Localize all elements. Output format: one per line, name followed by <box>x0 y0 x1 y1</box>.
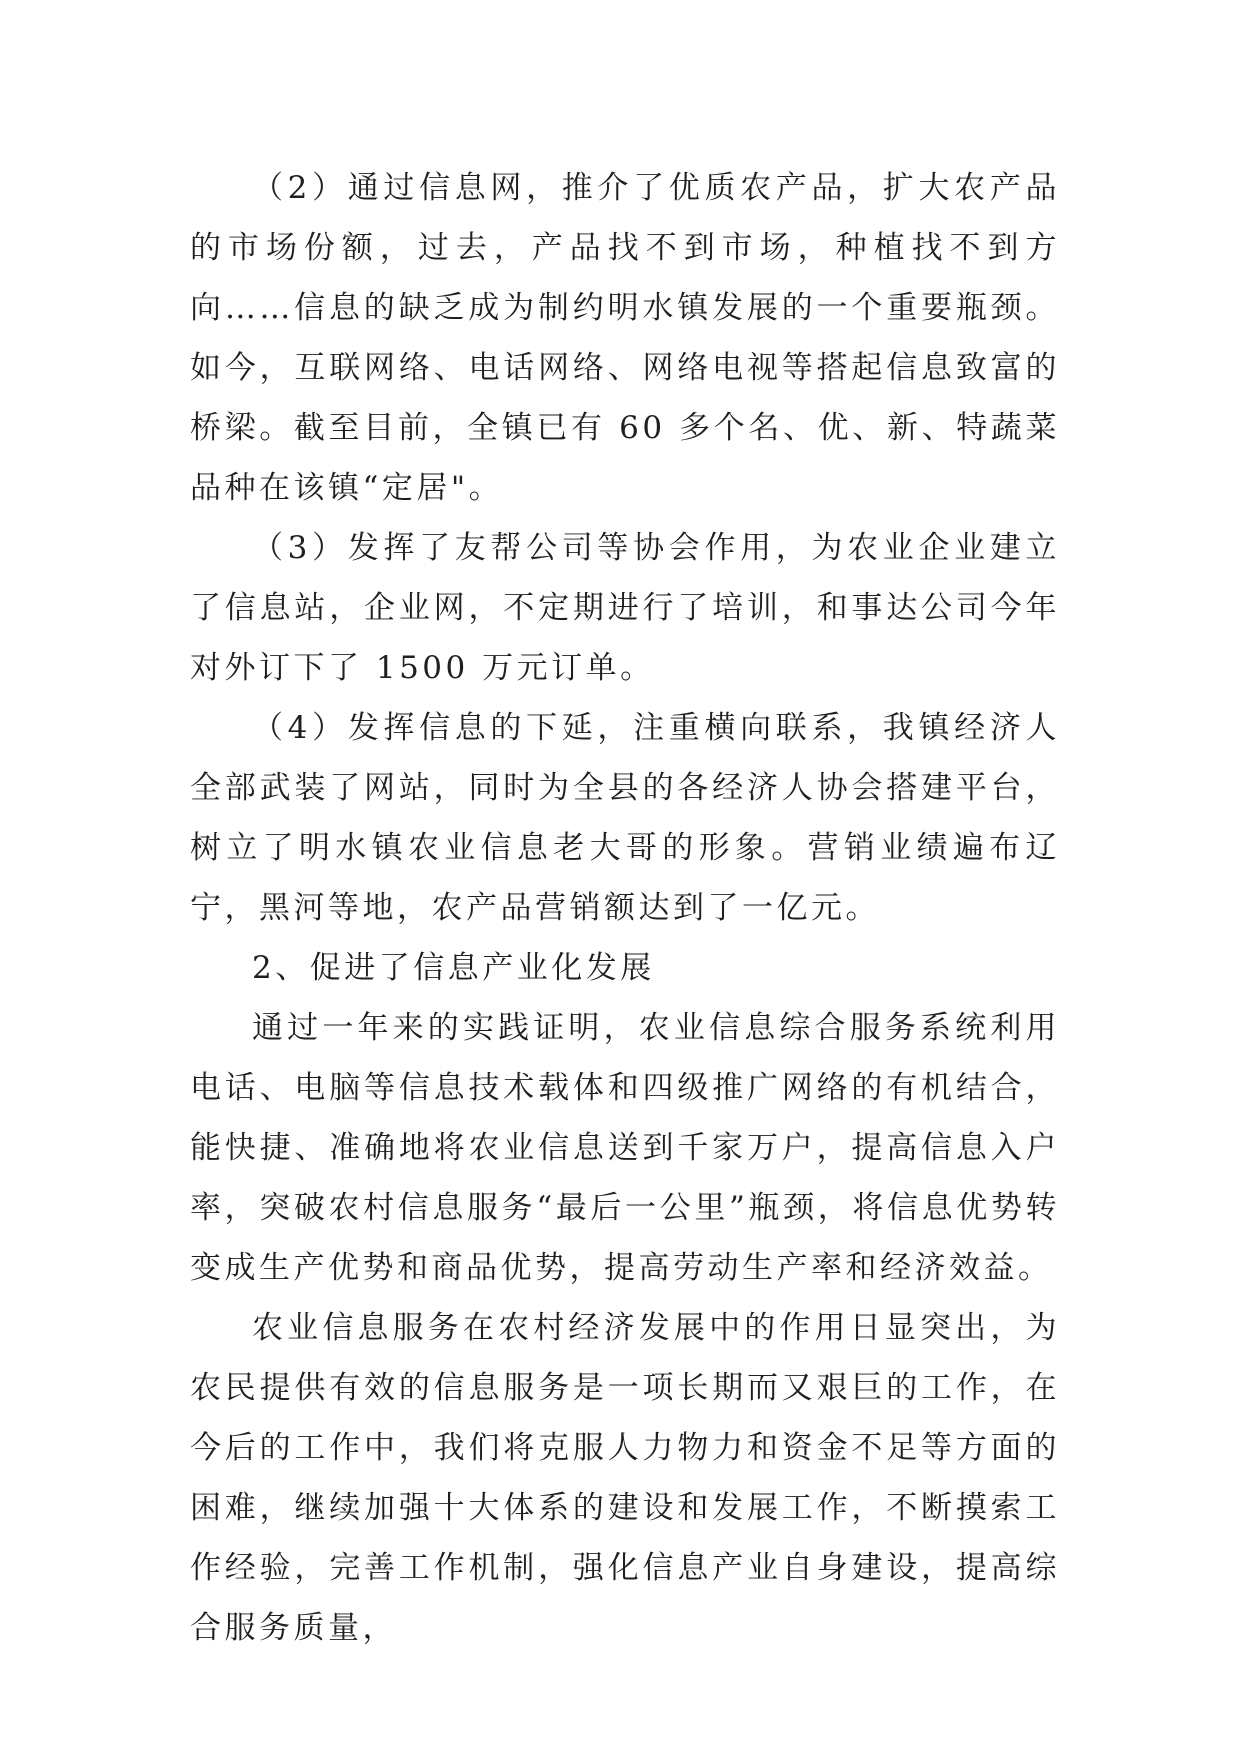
paragraph-item-4: （4）发挥信息的下延，注重横向联系，我镇经济人全部武装了网站，同时为全县的各经济人协会搭建平台，树立了明水镇农业信息老大哥的形象。营销业绩遍布辽宁，黑河等地，农产品营销额达到了一亿元。 <box>190 710 1060 926</box>
paragraph-item-2: （2）通过信息网，推介了优质农产品，扩大农产品的市场份额，过去，产品找不到市场，种植找不到方向……信息的缺乏成为制约明水镇发展的一个重要瓶颈。如今，互联网络、电话网络、网络电视等搭起信息致富的桥梁。截至目前，全镇已有 60 多个名、优、新、特蔬菜品种在该镇“定居"。 <box>190 170 1060 506</box>
section-heading: 2、促进了信息产业化发展 <box>252 950 655 986</box>
paragraph-practice: 通过一年来的实践证明，农业信息综合服务系统利用电话、电脑等信息技术载体和四级推广网络的有机结合，能快捷、准确地将农业信息送到千家万户，提高信息入户率，突破农村信息服务“最后一公里”瓶颈，将信息优势转变成生产优势和商品优势，提高劳动生产率和经济效益。 <box>190 1010 1060 1286</box>
document-body <box>190 158 1060 1658</box>
paragraph-outlook: 农业信息服务在农村经济发展中的作用日显突出，为农民提供有效的信息服务是一项长期而又艰巨的工作，在今后的工作中，我们将克服人力物力和资金不足等方面的困难，继续加强十大体系的建设和发展工作，不断摸索工作经验，完善工作机制，强化信息产业自身建设，提高综合服务质量， <box>190 1310 1060 1646</box>
paragraph-item-3: （3）发挥了友帮公司等协会作用，为农业企业建立了信息站，企业网，不定期进行了培训，和事达公司今年对外订下了 1500 万元订单。 <box>190 530 1060 686</box>
